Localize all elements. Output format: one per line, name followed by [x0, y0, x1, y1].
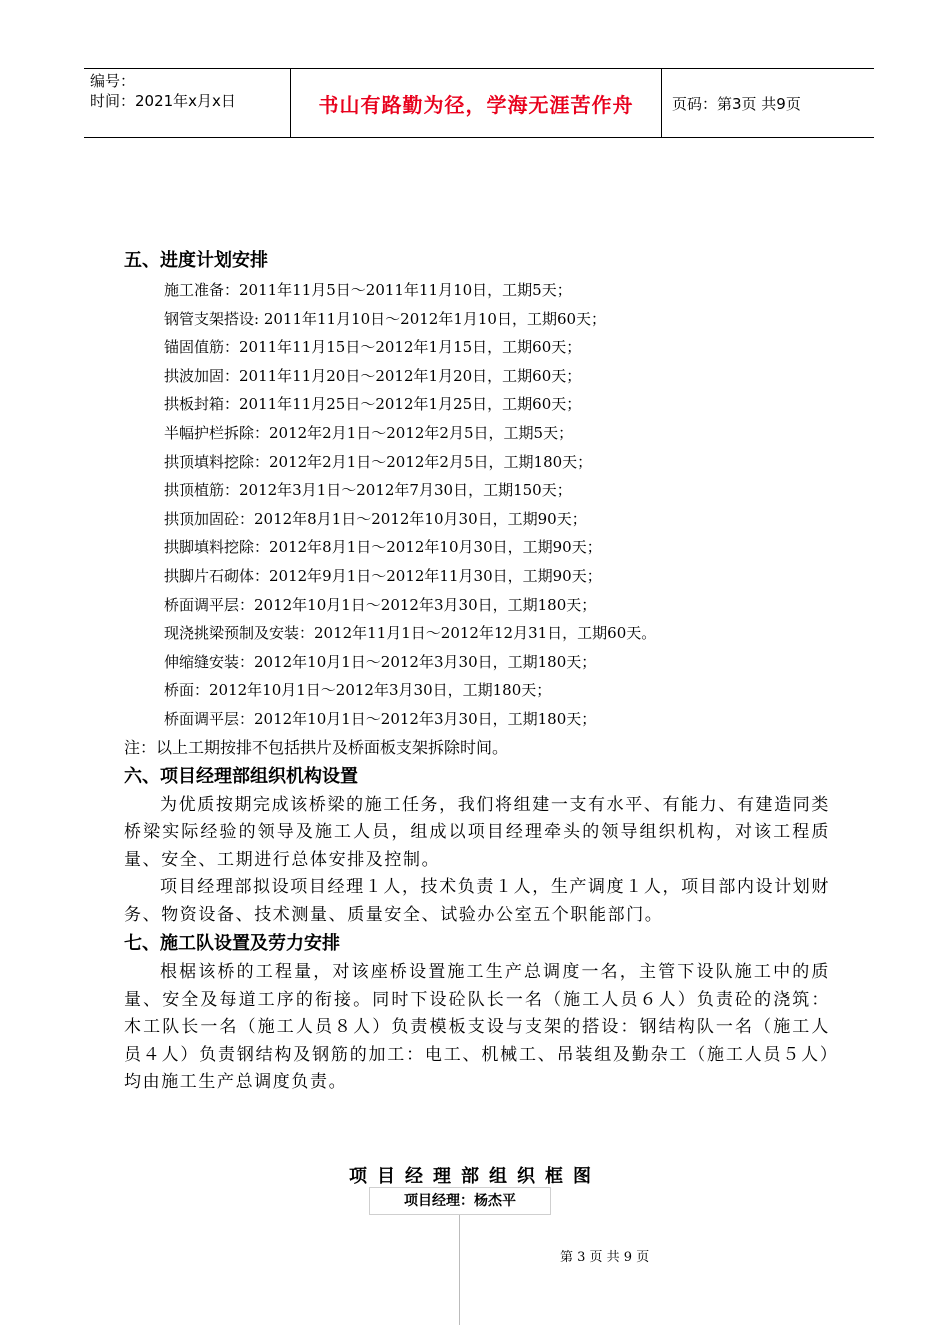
schedule-item: 伸缩缝安装：2012年10月1日～2012年3月30日，工期180天；	[164, 652, 597, 671]
date-label: 时间：2021年x月x日	[90, 92, 236, 110]
schedule-item: 施工准备：2011年11月5日～2011年11月10日，工期5天；	[164, 281, 572, 299]
header-motto: 书山有路勤为径，学海无涯苦作舟	[291, 69, 662, 137]
schedule-item: 拱板封箱：2011年11月25日～2012年1月25日，工期60天；	[164, 395, 582, 414]
schedule-item: 桥面调平层：2012年10月1日～2012年3月30日，工期180天；	[164, 595, 597, 614]
header-page-number: 页码：第3页 共9页	[672, 94, 801, 113]
org-chart-connector	[459, 1215, 460, 1325]
page-footer: 第 3 页 共 9 页	[560, 1250, 650, 1265]
schedule-item: 拱波加固：2011年11月20日～2012年1月20日，工期60天；	[164, 366, 582, 385]
header-meta	[84, 69, 291, 137]
section-title-6: 六、项目经理部组织机构设置	[124, 765, 358, 787]
schedule-item: 拱脚片石砌体：2012年9月1日～2012年11月30日，工期90天；	[164, 566, 602, 585]
schedule-item: 拱顶填料挖除：2012年2月1日～2012年2月5日，工期180天；	[164, 452, 593, 471]
section-title-5: 五、进度计划安排	[124, 250, 268, 271]
paragraph: 为优质按期完成该桥梁的施工任务，我们将组建一支有水平、有能力、有建造同类桥梁实际经验的领导及施工人员，组成以项目经理牵头的领导组织机构，对该工程质量、安全、工期进行总体安排及控制。	[124, 794, 830, 870]
schedule-item: 半幅护栏拆除：2012年2月1日～2012年2月5日，工期5天；	[164, 423, 574, 442]
paragraph: 项目经理部拟设项目经理１人，技术负责１人，生产调度１人，项目部内设计划财务、物资设备、技术测量、质量安全、试验办公室五个职能部门。	[124, 877, 830, 925]
schedule-item: 拱脚填料挖除：2012年8月1日～2012年10月30日，工期90天；	[164, 538, 602, 557]
schedule-item: 拱顶加固砼：2012年8月1日～2012年10月30日，工期90天；	[164, 509, 587, 528]
schedule-item: 钢管支架搭设: 2011年11月10日～2012年1月10日，工期60天；	[164, 309, 607, 328]
schedule-note: 注：以上工期按排不包括拱片及桥面板支架拆除时间。	[124, 737, 509, 757]
page-header	[84, 68, 874, 138]
document-body	[124, 246, 830, 1097]
number-label: 编号：	[90, 72, 136, 90]
schedule-item: 拱顶植筋：2012年3月1日～2012年7月30日，工期150天；	[164, 481, 572, 500]
schedule-list	[124, 276, 830, 734]
schedule-item: 现浇挑梁预制及安装：2012年11月1日～2012年12月31日，工期60天。	[164, 624, 657, 643]
section-title-7: 七、施工队设置及劳力安排	[124, 933, 340, 954]
schedule-item: 桥面：2012年10月1日～2012年3月30日，工期180天；	[164, 681, 552, 700]
paragraph: 根椐该桥的工程量，对该座桥设置施工生产总调度一名，主管下设队施工中的质量、安全及每道工序的衔接。同时下设砼队长一名（施工人员６人）负责砼的浇筑：木工队长一名（施工人员８人）负责模板支设与支架的搭设：钢结构队一名（施工人员４人）负责钢结构及钢筋的加工：电工、机械工、吊装组及勤杂工（施工人员５人）均由施工生产总调度负责。	[124, 962, 830, 1092]
schedule-item: 桥面调平层：2012年10月1日～2012年3月30日，工期180天；	[164, 709, 597, 728]
schedule-item: 锚固值筋：2011年11月15日～2012年1月15日，工期60天；	[164, 338, 582, 357]
org-chart-title: 项目经理部组织框图	[349, 1166, 601, 1187]
org-chart-manager-box: 项目经理：杨杰平	[369, 1187, 551, 1215]
